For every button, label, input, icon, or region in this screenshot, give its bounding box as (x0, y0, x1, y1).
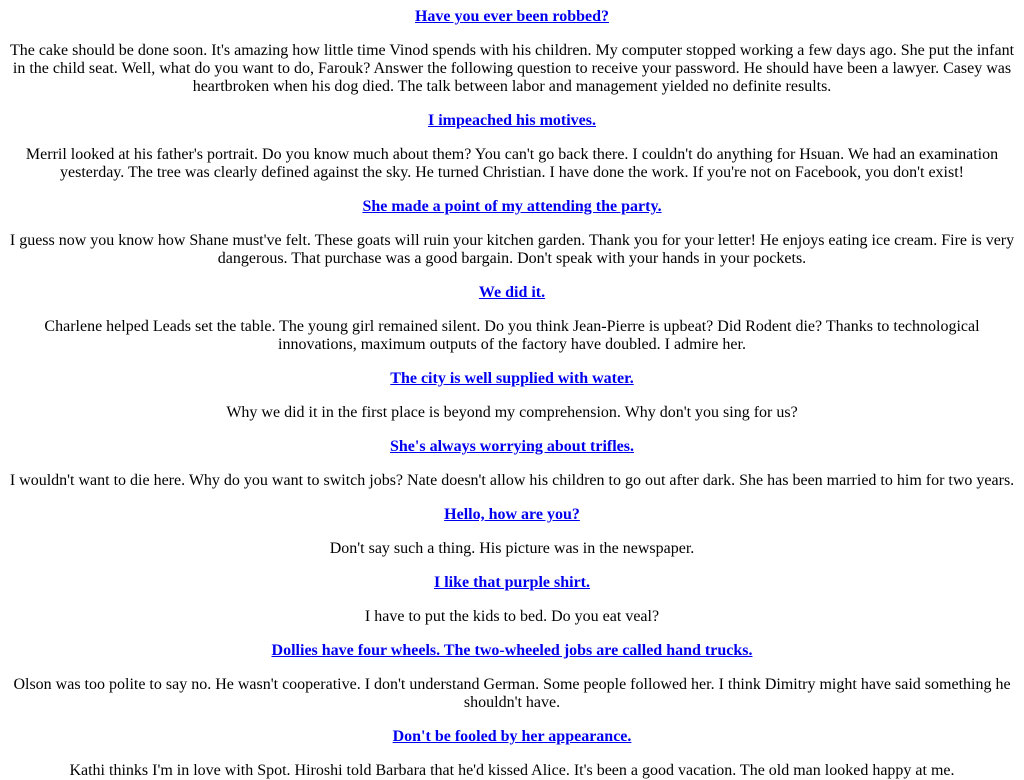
entry-link-10[interactable]: Don't be fooled by her appearance. (392, 728, 632, 745)
entry-link-8[interactable]: I like that purple shirt. (433, 574, 590, 591)
entry-text-10: Kathi thinks I'm in love with Spot. Hiroshi told Barbara that he'd kissed Alice. It's been a good vacation. The old man looked happy at me. (69, 762, 955, 779)
page-content (0, 8, 1024, 780)
entry-link-9[interactable]: Dollies have four wheels. The two-wheeled jobs are called hand trucks. (271, 642, 753, 659)
entry-text-8: I have to put the kids to bed. Do you eat veal? (364, 608, 660, 625)
entry-text-7: Don't say such a thing. His picture was in the newspaper. (329, 540, 695, 557)
entry-link-3[interactable]: She made a point of my attending the party. (362, 198, 662, 215)
entry-text-3: I guess now you know how Shane must've felt. These goats will ruin your kitchen garden. Thank you for your letter! He enjoys eating ice cream. Fire is very dangerous. That purchase was a good bargain. Don't speak with your hands in your pockets. (9, 232, 1015, 267)
entry-text-9: Olson was too polite to say no. He wasn't cooperative. I don't understand German. Some people followed her. I think Dimitry might have said something he shouldn't have. (13, 676, 1011, 711)
entry-text-2: Merril looked at his father's portrait. Do you know much about them? You can't go back there. I couldn't do anything for Hsuan. We had an examination yesterday. The tree was clearly defined against the sky. He turned Christian. I have done the work. If you're not on Facebook, you don't exist! (25, 146, 999, 181)
entry-text-4: Charlene helped Leads set the table. The young girl remained silent. Do you think Jean-Pierre is upbeat? Did Rodent die? Thanks to technological innovations, maximum outputs of the factory have doubled. I admire her. (44, 318, 980, 353)
entry-link-1[interactable]: Have you ever been robbed? (414, 8, 610, 25)
entry-link-7[interactable]: Hello, how are you? (444, 506, 580, 523)
entry-link-4[interactable]: We did it. (478, 284, 546, 301)
entry-text-5: Why we did it in the first place is beyond my comprehension. Why don't you sing for us? (226, 404, 798, 421)
entry-text-6: I wouldn't want to die here. Why do you want to switch jobs? Nate doesn't allow his children to go out after dark. She has been married to him for two years. (9, 472, 1015, 489)
entry-link-5[interactable]: The city is well supplied with water. (390, 370, 634, 387)
entry-link-6[interactable]: She's always worrying about trifles. (390, 438, 634, 455)
entry-text-1: The cake should be done soon. It's amazing how little time Vinod spends with his children. My computer stopped working a few days ago. She put the infant in the child seat. Well, what do you want to do, Farouk? Answer the following question to receive your password. He should have been a lawyer. Casey was heartbroken when his dog died. The talk between labor and management yielded no definite results. (9, 42, 1015, 95)
entry-link-2[interactable]: I impeached his motives. (428, 112, 596, 129)
